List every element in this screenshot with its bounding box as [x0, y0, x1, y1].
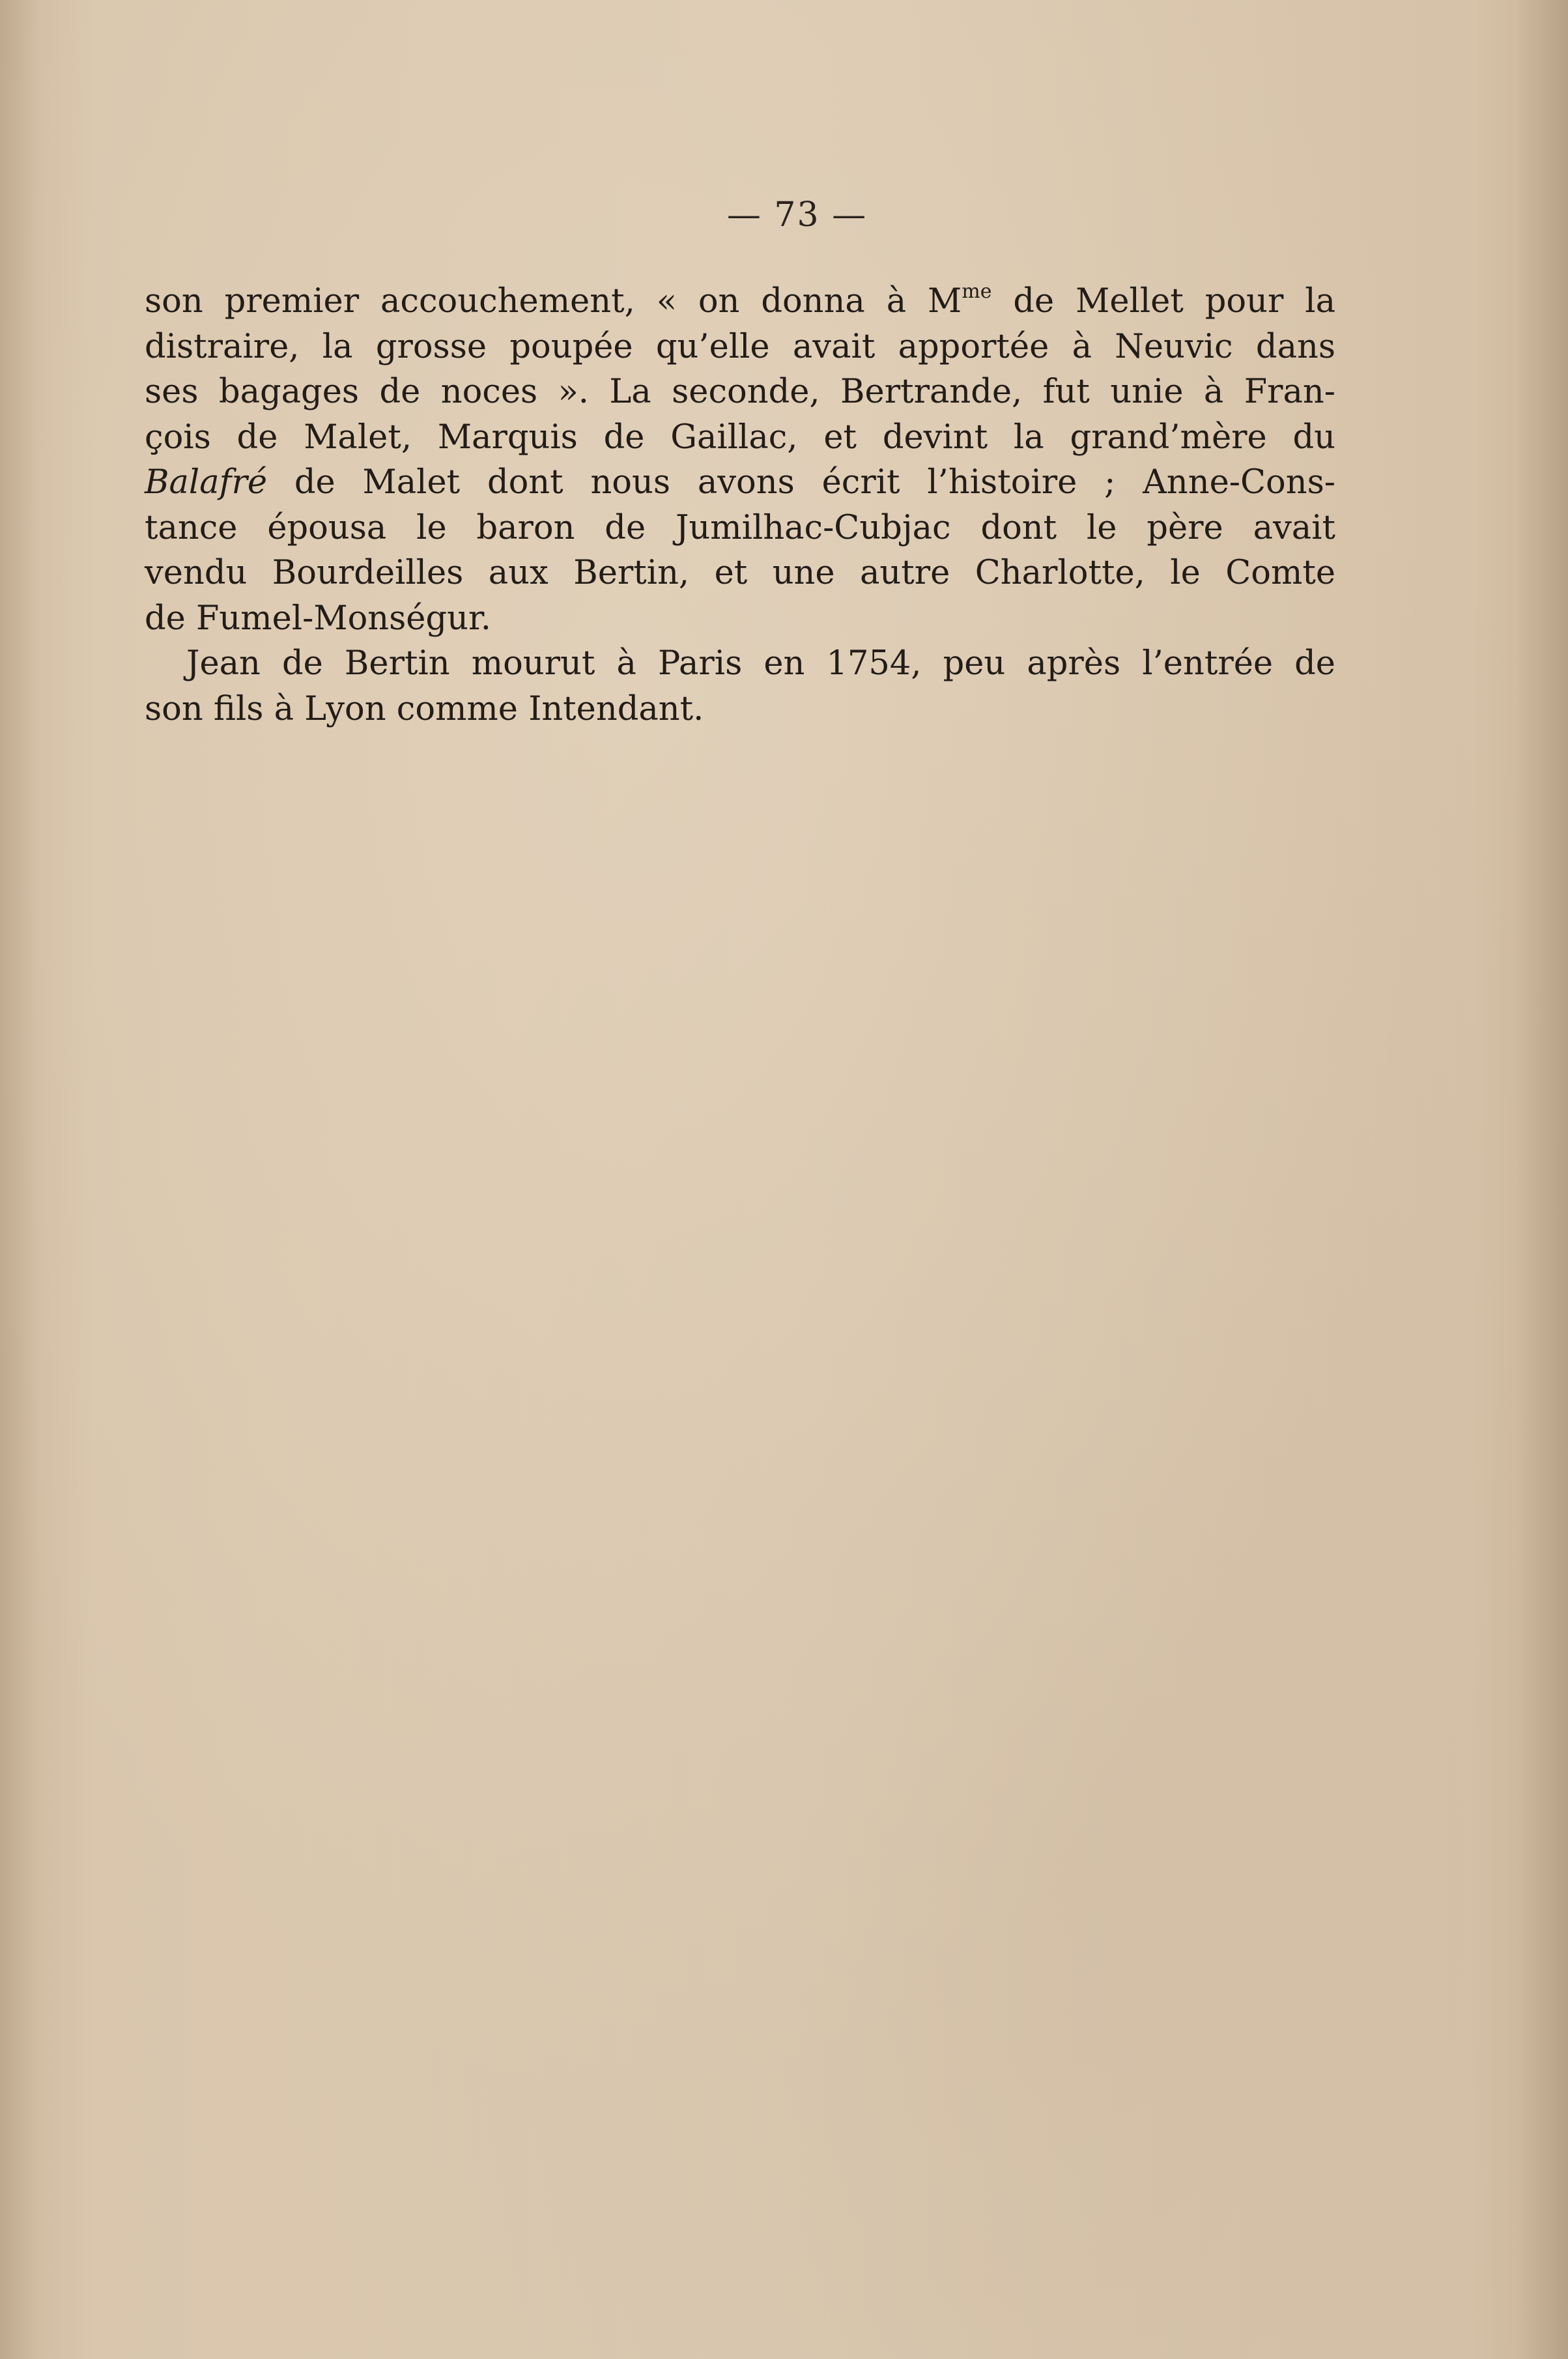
page-number: — 73 —	[726, 195, 868, 235]
text-line: Jean de Bertin mourut à Paris en 1754, peu après l’entrée de	[186, 644, 1335, 683]
text-line: de Fumel-Monségur.	[145, 599, 491, 638]
page-edge-shadow-left	[0, 0, 39, 2359]
body-text	[145, 279, 1335, 732]
superscript-abbreviation: me	[962, 280, 992, 303]
text-line: çois de Malet, Marquis de Gaillac, et devint la grand’mère du	[145, 418, 1335, 457]
text-line: ses bagages de noces ». La seconde, Bertrande, fut unie à Fran-	[145, 373, 1335, 411]
text-line: distraire, la grosse poupée qu’elle avait apportée à Neuvic dans	[145, 327, 1335, 366]
paragraph-1	[145, 279, 1335, 641]
text-segment: de Mellet pour la	[991, 282, 1336, 321]
text-line	[145, 460, 1335, 506]
italic-term: Balafré	[145, 463, 268, 502]
text-segment: son premier accouchement, « on donna à M	[145, 282, 962, 321]
page-edge-shadow-right	[1516, 0, 1568, 2359]
text-line: tance épousa le baron de Jumilhac-Cubjac dont le père avait	[145, 508, 1335, 547]
text-line: vendu Bourdeilles aux Bertin, et une autre Charlotte, le Comte	[145, 554, 1335, 592]
paragraph-2	[145, 641, 1335, 732]
text-segment: de Malet dont nous avons écrit l’histoire ; Anne-Cons-	[267, 463, 1335, 502]
text-line	[145, 279, 1335, 324]
text-line: son fils à Lyon comme Intendant.	[145, 689, 704, 728]
